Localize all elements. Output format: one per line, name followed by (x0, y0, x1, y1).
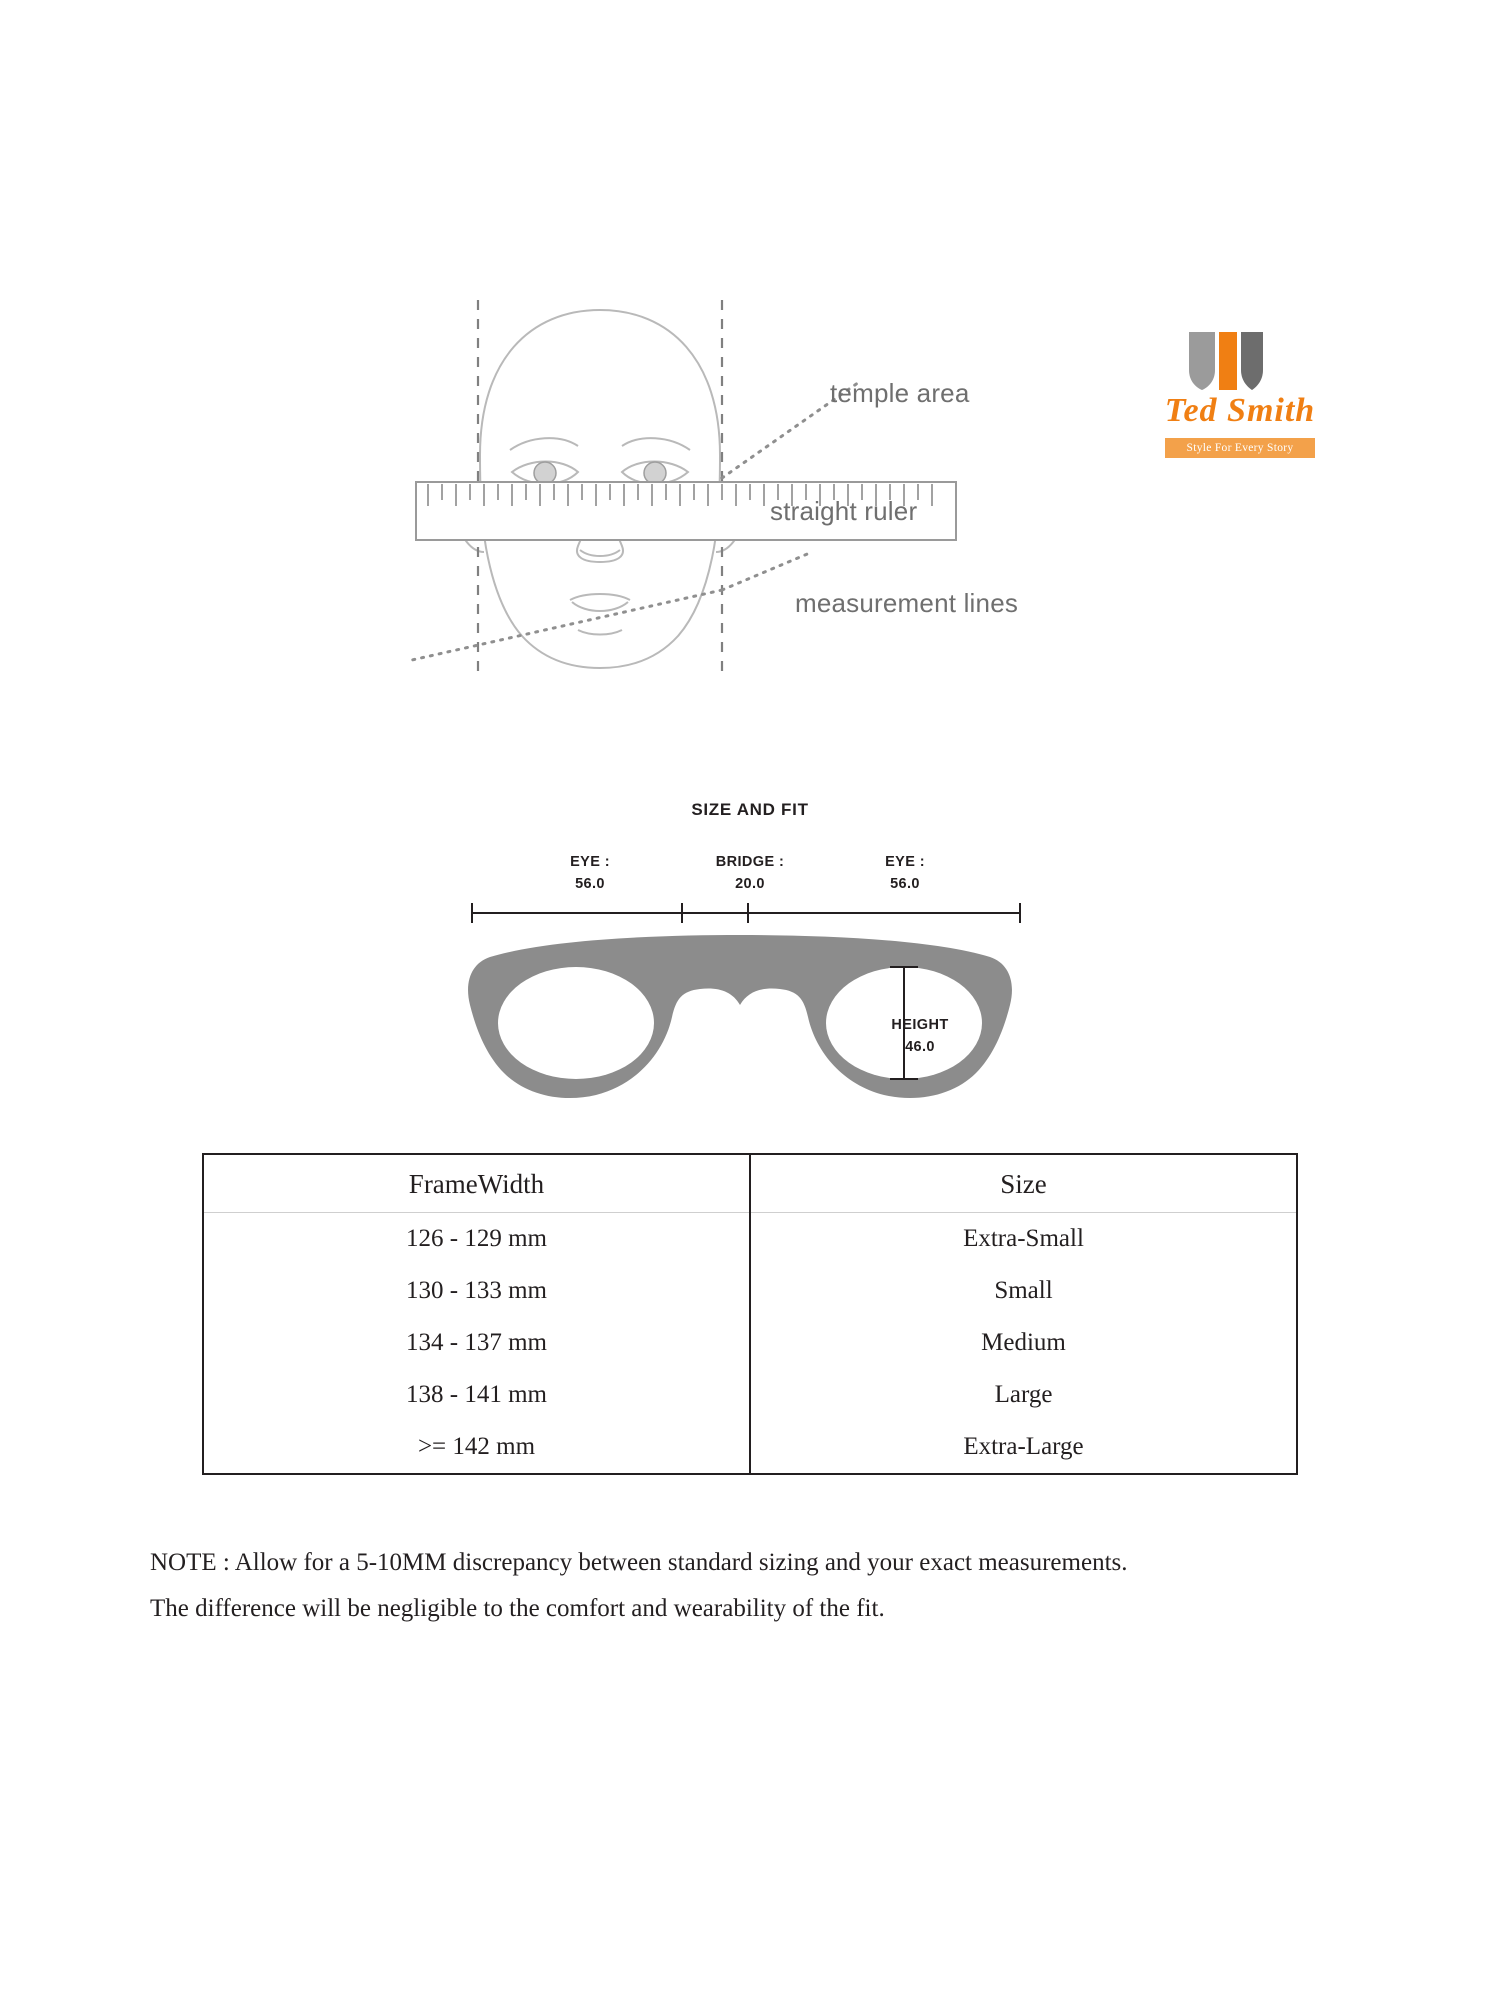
size-and-fit-title: SIZE AND FIT (691, 800, 809, 819)
spec-eye-right-value: 56.0 (890, 875, 920, 892)
shield-logo-icon (1185, 330, 1265, 392)
spec-eye-left (520, 852, 660, 896)
table-row (203, 1265, 1297, 1317)
sizing-note-line-2: The difference will be negligible to the comfort and wearability of the fit. (150, 1595, 885, 1623)
table-cell-size: Extra-Large (963, 1433, 1084, 1460)
table-cell-width: 138 - 141 mm (203, 1369, 750, 1421)
table-cell-width: 126 - 129 mm (203, 1213, 750, 1266)
table-row (203, 1369, 1297, 1421)
table-row (203, 1213, 1297, 1266)
brand-tagline: Style For Every Story (1165, 438, 1315, 458)
frame-height-label (860, 1015, 980, 1059)
height-label-value: 46.0 (905, 1038, 935, 1055)
spec-bridge (680, 852, 820, 896)
table-cell-width: >= 142 mm (203, 1421, 750, 1474)
table-cell-width: 134 - 137 mm (203, 1317, 750, 1369)
straight-ruler-label: straight ruler (770, 496, 918, 526)
table-cell-size: Medium (981, 1329, 1066, 1356)
table-cell-size: Small (994, 1277, 1053, 1304)
table-header-row (203, 1154, 1297, 1213)
measurement-rule (472, 903, 1020, 923)
table-cell-size: Large (994, 1381, 1053, 1408)
table-header-size: Size (750, 1154, 1297, 1213)
head-measurement-diagram (400, 300, 1120, 780)
measurement-callout-leader-2 (412, 590, 722, 660)
table-row (203, 1317, 1297, 1369)
frame-size-table (202, 1153, 1298, 1475)
measurement-callout-leader (722, 552, 812, 590)
table-row (203, 1421, 1297, 1474)
spec-eye-left-value: 56.0 (575, 875, 605, 892)
spec-eye-left-label: EYE : (570, 854, 610, 870)
spec-eye-right-label: EYE : (885, 854, 925, 870)
spec-bridge-value: 20.0 (735, 875, 765, 892)
measurement-lines-label: measurement lines (795, 588, 1019, 618)
temple-area-label: temple area (830, 378, 970, 408)
brand-logo (1150, 330, 1330, 470)
brand-name: Ted Smith (1164, 392, 1316, 429)
sizing-note-line-1: NOTE : Allow for a 5-10MM discrepancy between standard sizing and your exact measurements. (150, 1549, 1128, 1576)
height-label-text: HEIGHT (891, 1017, 949, 1033)
spec-eye-right (835, 852, 975, 896)
sizing-note (150, 1540, 1380, 1633)
head-diagram-svg (400, 300, 1120, 780)
table-cell-width: 130 - 133 mm (203, 1265, 750, 1317)
table-header-framewidth: FrameWidth (203, 1154, 750, 1213)
spec-bridge-label: BRIDGE : (715, 854, 785, 870)
table-cell-size: Extra-Small (963, 1225, 1084, 1252)
